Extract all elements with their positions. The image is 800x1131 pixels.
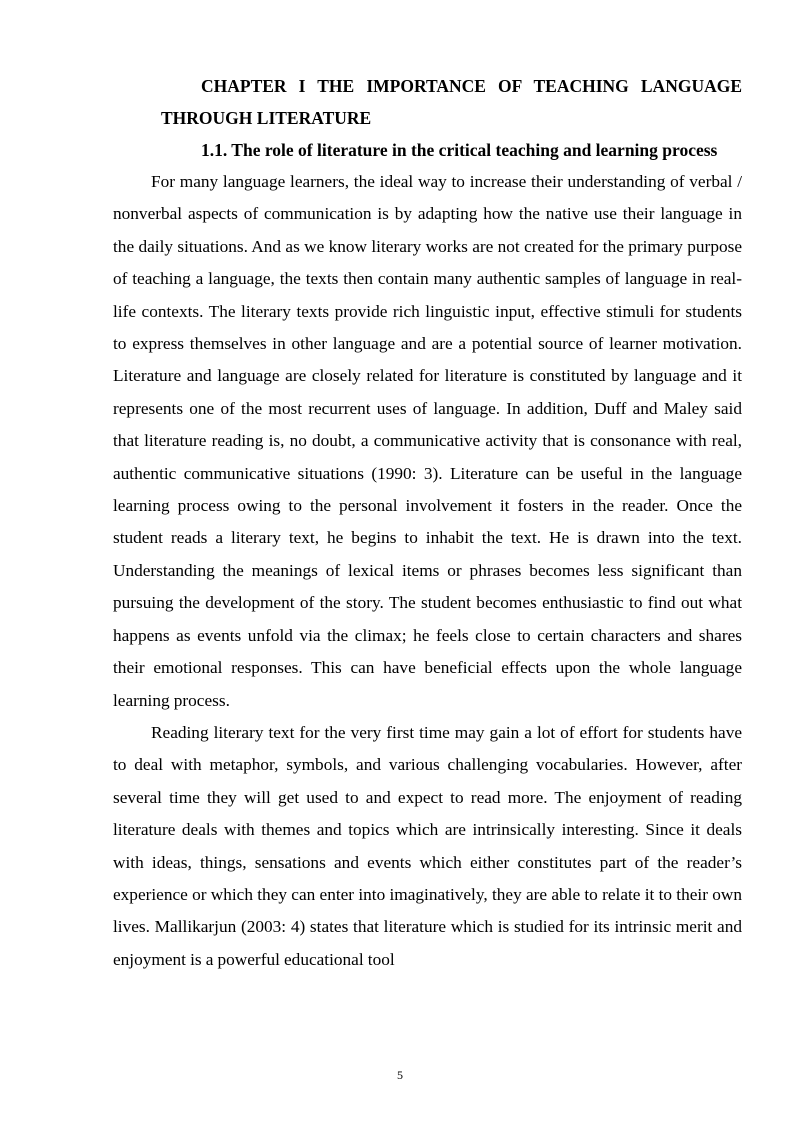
body-paragraph-2: Reading literary text for the very first time may gain a lot of effort for students have to deal with metaphor, symbols, and various challenging vocabularies. However, after several time they will get used to and expect to read more. The enjoyment of reading literature deals with themes and topics which are intrinsically interesting. Since it deals with ideas, things, sensations and events which either constitutes part of the reader’s experience or which they can enter into imaginatively, they are able to relate it to their own lives. Mallikarjun (2003: 4) states that literature which is studied for its intrinsic merit and enjoyment is a powerful educational tool — [113, 722, 742, 969]
section-title: 1.1. The role of literature in the critical teaching and learning process — [201, 140, 718, 160]
document-page — [113, 70, 742, 976]
chapter-title: CHAPTER I THE IMPORTANCE OF TEACHING LANGUAGE THROUGH LITERATURE — [161, 76, 742, 128]
body-paragraph-1: For many language learners, the ideal way to increase their understanding of verbal / nonverbal aspects of communication is by adapting how the native use their language in the daily situations. And as we know literary works are not created for the primary purpose of teaching a language, the texts then contain many authentic samples of language in real-life contexts. The literary texts provide rich linguistic input, effective stimuli for students to express themselves in other language and are a potential source of learner motivation. Literature and language are closely related for literature is constituted by language and it represents one of the most recurrent uses of language. In addition, Duff and Maley said that literature reading is, no doubt, a communicative activity that is consonance with real, authentic communicative situations (1990: 3). Literature can be useful in the language learning process owing to the personal involvement it fosters in the reader. Once the student reads a literary text, he begins to inhabit the text. He is drawn into the text. Understanding the meanings of lexical items or phrases becomes less significant than pursuing the development of the story. The student becomes enthusiastic to find out what happens as events unfold via the climax; he feels close to certain characters and shares their emotional responses. This can have beneficial effects upon the whole language learning process. — [113, 172, 742, 710]
page-number: 5 — [397, 1068, 403, 1082]
